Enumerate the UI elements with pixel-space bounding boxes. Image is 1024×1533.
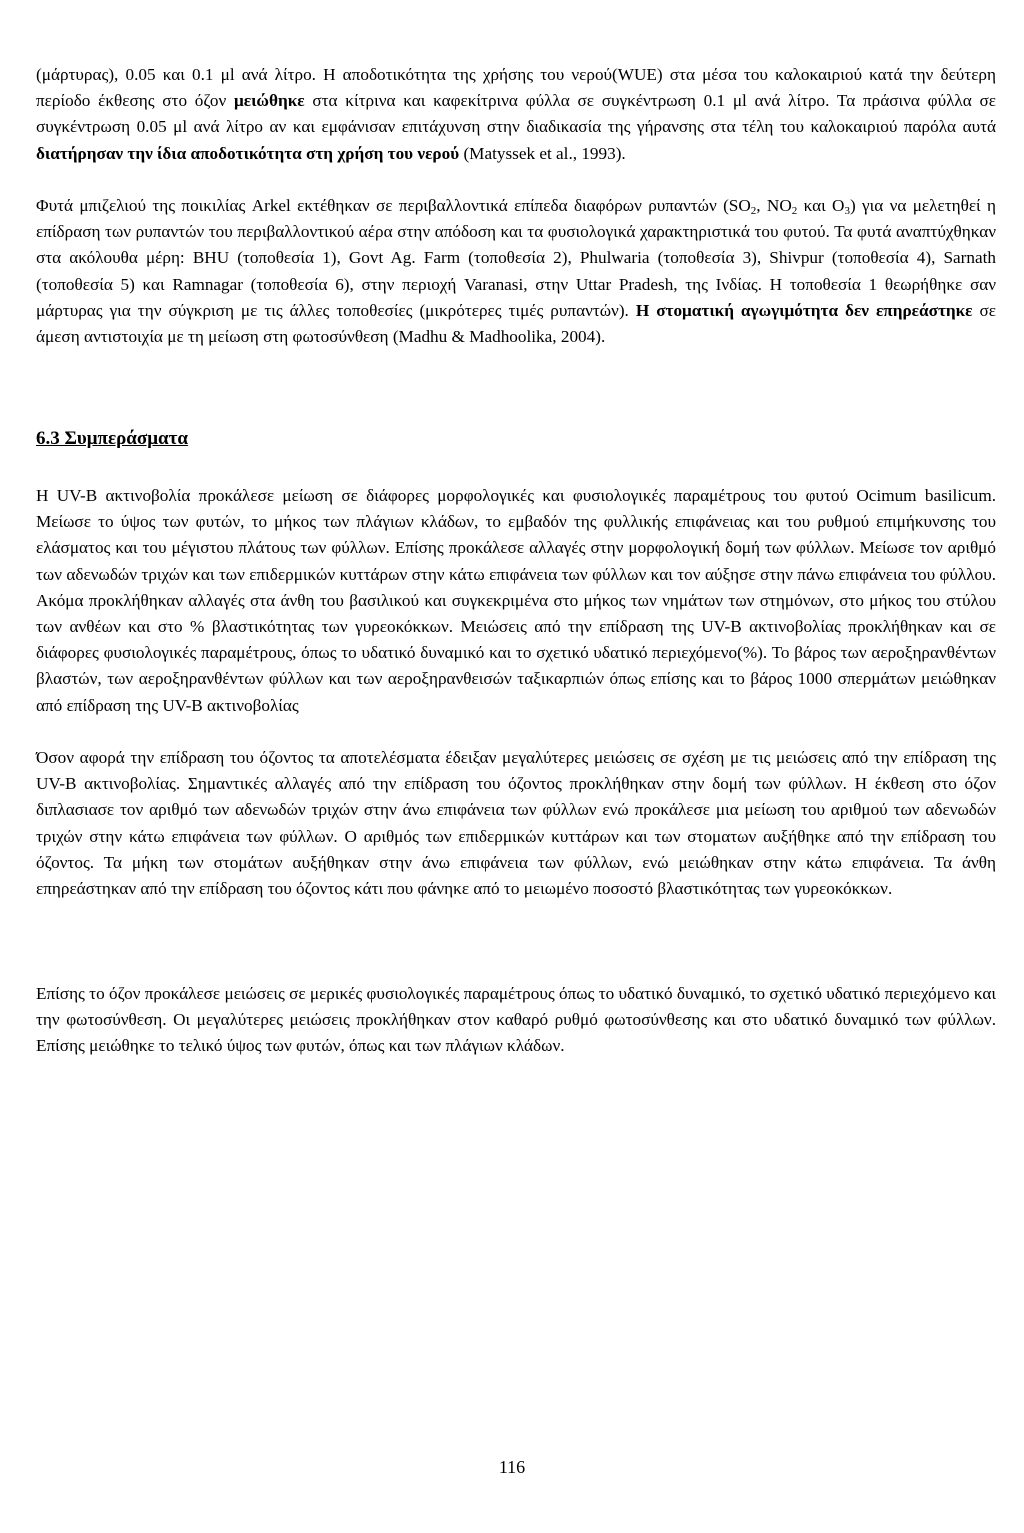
text-run: ) για να μελετηθεί η επίδραση των ρυπαντών του περιβαλλοντικού αέρα στην απόδοση και τα φυσιολογικά χαρακτηριστικά του φυτού. Τα φυτά αναπτύχθηκαν στα ακόλουθα μέρη: BHU (τοποθεσία 1), Govt Ag. Farm (τοποθεσία 2), Phulwaria (τοποθεσία 3), Shivpur (τοποθεσία 4), Sarnath (τοποθεσία 5) και Ramnagar (τοποθεσία 6), στην περιοχή Varanasi, στην Uttar Pradesh, της Ινδίας. Η τοποθεσία 1 θεωρήθηκε σαν μάρτυρας για την σύγκριση με τις άλλες τοποθεσίες (μικρότερες τιμές ρυπαντών). — [36, 196, 996, 320]
subscript: 2 — [791, 205, 798, 217]
text-run: στα κίτρινα και καφεκίτρινα φύλλα σε συγκέντρωση 0.1 μl ανά λίτρο. Τα πράσινα φύλλα σε συγκέντρωση 0.05 μl ανά λίτρο αν και εμφάνισαν επιτάχυνση στην διαδικασία της γήρανσης στα τέλη του καλοκαιριού παρόλα αυτά — [36, 91, 996, 137]
citation-text: (Matyssek et al., 1993). — [459, 143, 626, 163]
bold-phrase-decreased: μειώθηκε — [234, 91, 305, 111]
subscript: 2 — [750, 205, 757, 217]
paragraph-ozone-physiology: Επίσης το όζον προκάλεσε μειώσεις σε μερικές φυσιολογικές παραμέτρους όπως το υδατικό δυναμικό, το σχετικό υδατικό περιεχόμενο και την φωτοσύνθεση. Οι μεγαλύτερες μειώσεις προκλήθηκαν στον καθαρό ρυθμό φωτοσύνθεσης και στο υδατικό δυναμικό των φύλλων. Επίσης μειώθηκε το τελικό ύψος των φυτών, όπως και των πλάγιων κλάδων. — [36, 984, 996, 1056]
paragraph-uvb-effects: Η UV-B ακτινοβολία προκάλεσε μείωση σε διάφορες μορφολογικές και φυσιολογικές παραμέτρους του φυτού Ocimum basilicum. Μείωσε το ύψος των φυτών, το μήκος των πλάγιων κλάδων, το εμβαδόν της φυλλικής επιφάνειας και του ρυθμού επιμήκυνσης του ελάσματος και του μέγιστου πλάτους των φύλλων. Επίσης προκάλεσε αλλαγές στην μορφολογική δομή των φύλλων. Μείωσε τον αριθμό των αδενωδών τριχών και των επιδερμικών κυττάρων στην κάτω επιφάνεια των φύλλων και τον αύξησε στην πάνω επιφάνεια του φύλλου. Ακόμα προκλήθηκαν αλλαγές στα άνθη του βασιλικού και συγκεκριμένα στο μήκος των νημάτων των στημόνων, στο μήκος του στύλου των ανθέων και στο % βλαστικότητας των γυρεοκόκκων. Μειώσεις από την επίδραση της UV-B ακτινοβολίας προκλήθηκαν και σε διάφορες φυσιολογικές παραμέτρους, όπως το υδατικό δυναμικό και το σχετικό υδατικό περιεχόμενο(%). Το βάρος των αεροξηρανθέντων βλαστών, των αεροξηρανθέντων φύλλων και των αεροξηρανθεισών ταξικαρπιών όπως επίσης και το βάρος 1000 σπερμάτων μειώθηκαν από επίδραση της UV-B ακτινοβολίας — [36, 486, 996, 715]
text-run: (μάρτυρας), 0.05 και 0.1 μl ανά λίτρο. Η αποδοτικότητα της χρήσης του νερού(WUE) στα μέσα του καλοκαιριού κατά την δεύτερη περίοδο έκθεσης στο όζον — [36, 65, 996, 111]
paragraph-pea-plants — [36, 193, 996, 350]
text-run: , NO — [756, 196, 792, 215]
citation-text: σε άμεση αντιστοιχία με τη μείωση στη φωτοσύνθεση (Madhu & Madhoolika, 2004). — [36, 300, 996, 347]
text-run: και O — [797, 196, 845, 215]
bold-phrase-stomatal-conductance: Η στοματική αγωγιμότητα δεν επηρεάστηκε — [635, 300, 973, 320]
paragraph-ozone-effects: Όσον αφορά την επίδραση του όζοντος τα αποτελέσματα έδειξαν μεγαλύτερες μειώσεις σε σχέση με τις μειώσεις από την επίδραση της UV-B ακτινοβολίας. Σημαντικές αλλαγές από την επίδραση του όζοντος προκλήθηκαν στην δομή των φύλλων. Η έκθεση στο όζον διπλασιασε τον αριθμό των αδενωδών τριχών στην άνω επιφάνεια των φύλλων ενώ προκάλεσε μια μείωση του αριθμού των αδενωδών τριχών στην κάτω επιφάνεια των φύλλων. Ο αριθμός των επιδερμικών κυττάρων και των στοματων αυξήθηκε από την επίδραση του όζοντος. Τα μήκη των στομάτων αυξήθηκαν στην άνω επιφάνεια των φύλλων, ενώ μειώθηκαν στην κάτω επιφάνεια. Τα άνθη επηρεάστηκαν από την επίδραση του όζοντος κάτι που φάνηκε από το μειωμένο ποσοστό βλαστικότητας των γυρεοκόκκων. — [36, 748, 996, 899]
text-run: Φυτά μπιζελιού της ποικιλίας Arkel εκτέθηκαν σε περιβαλλοντικά επίπεδα διαφόρων ρυπαντών (SO — [36, 196, 751, 215]
bold-phrase-maintained-efficiency: διατήρησαν την ίδια αποδοτικότητα στη χρήση του νερού — [36, 143, 460, 163]
paragraph-water-use-efficiency — [36, 62, 996, 167]
page-number: 116 — [498, 1457, 526, 1477]
section-heading: 6.3 Συμπεράσματα — [36, 428, 188, 449]
subscript: 3 — [844, 205, 850, 217]
